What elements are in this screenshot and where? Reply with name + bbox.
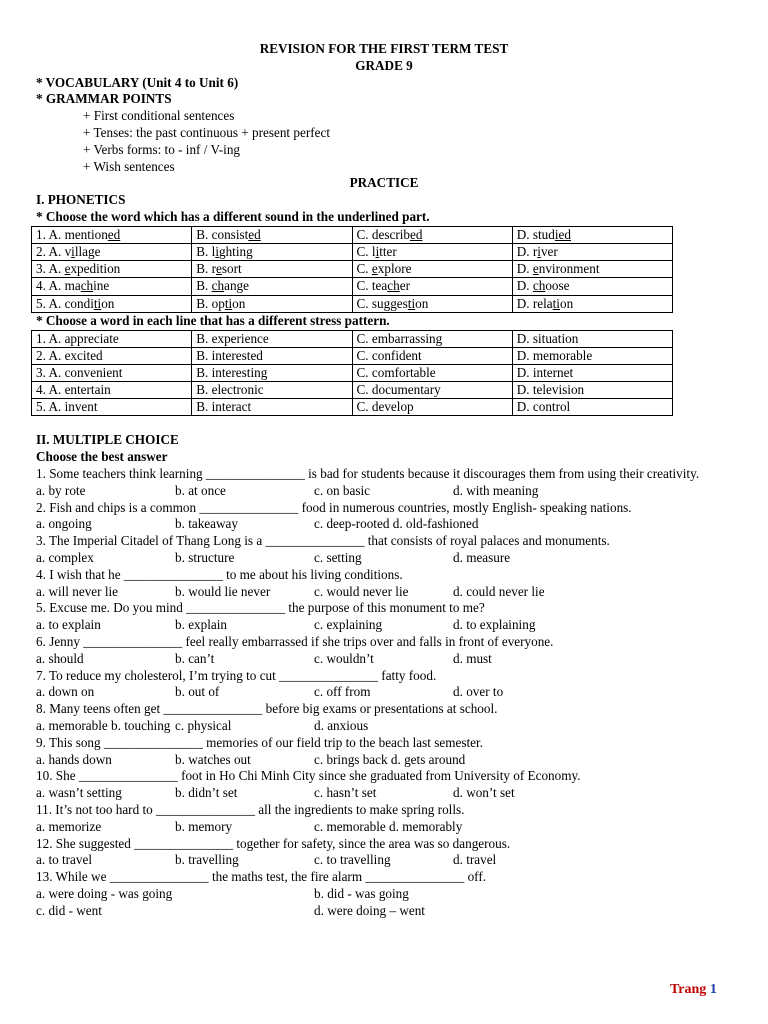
underlined-part: e (532, 261, 539, 277)
stress-option: B. interested (192, 347, 352, 364)
answer-option: b. can’t (175, 650, 215, 666)
sound-row (32, 295, 673, 312)
stress-option: D. internet (512, 364, 672, 381)
option-text: on (232, 295, 246, 311)
sound-option (352, 243, 512, 260)
option-text: C. tea (356, 278, 388, 294)
doc-title: REVISION FOR THE FIRST TERM TEST (259, 41, 509, 56)
option-text: on (559, 295, 574, 311)
option-text: 2. A. v (36, 244, 72, 260)
answer-option: d. anxious (314, 717, 369, 733)
option-text: 4. A. ma (36, 278, 81, 294)
answer-option: d. travel (453, 852, 497, 868)
answer-options (0, 819, 768, 836)
answer-option: a. were doing - was going (36, 885, 173, 901)
option-text: ange (224, 278, 249, 294)
option-text: sort (221, 261, 242, 277)
question-text: 6. Jenny _______________ feel really embarrassed if she trips over and falls in front of everyone. (36, 634, 554, 649)
sound-option (512, 261, 672, 278)
grammar-item: + First conditional sentences (83, 108, 235, 124)
stress-option: D. control (512, 399, 672, 416)
answer-option: a. memorize (36, 818, 102, 834)
answer-options (0, 584, 768, 601)
underlined-part: ti (93, 295, 102, 311)
answer-option: a. down on (36, 684, 95, 700)
answer-option: d. measure (453, 550, 511, 566)
answer-option: d. were doing – went (314, 902, 425, 918)
stress-row (32, 399, 673, 416)
answer-option: c. wouldn’t (314, 650, 374, 666)
stress-row (32, 347, 673, 364)
underlined-part: i (537, 244, 541, 260)
option-text: B. consist (196, 226, 249, 242)
answer-option: d. won’t set (453, 785, 515, 801)
doc-grade: GRADE 9 (355, 57, 413, 73)
answer-option: c. on basic (314, 482, 371, 498)
option-text: B. l (196, 244, 216, 260)
answer-option: c. memorable d. memorably (314, 818, 463, 834)
sound-option (352, 226, 512, 243)
underlined-part: ed (107, 226, 121, 242)
question-text: 1. Some teachers think learning _______________ is bad for students because it discourages them from using their creativity. (36, 466, 700, 482)
question-text: 13. While we _______________ the maths test, the fire alarm _______________ off. (36, 869, 487, 885)
question-text: 2. Fish and chips is a common _______________ food in numerous countries, mostly English- speaking nations. (36, 499, 632, 515)
question-text: 3. The Imperial Citadel of Thang Long is a _______________ that consists of royal palaces and monuments. (36, 533, 610, 549)
answer-option: c. off from (314, 684, 371, 700)
answer-options (0, 785, 768, 802)
option-text: D. (516, 261, 533, 277)
stress-option: 4. A. entertain (32, 382, 192, 399)
answer-options (0, 651, 768, 668)
option-text: on (415, 295, 429, 311)
underlined-part: ch (532, 278, 546, 294)
underlined-part: e (216, 261, 222, 277)
option-text: oose (545, 278, 570, 294)
stress-option: B. interesting (192, 364, 352, 381)
answer-option: c. to travelling (314, 852, 391, 868)
sound-option (512, 278, 672, 295)
answer-option: b. didn’t set (175, 785, 238, 801)
underlined-part: ch (80, 278, 94, 294)
answer-options (0, 718, 768, 735)
stress-option: D. memorable (512, 347, 672, 364)
answer-option: a. hands down (36, 751, 112, 767)
answer-option: b. memory (175, 818, 233, 834)
grammar-list (0, 108, 768, 175)
option-text: 1. A. mention (36, 226, 108, 242)
answer-option: b. did - was going (314, 885, 409, 901)
question-text: 12. She suggested _______________ together for safety, since the area was so dangerous. (36, 835, 511, 851)
sound-row (32, 261, 673, 278)
stress-option: D. situation (512, 330, 672, 347)
sound-option (512, 226, 672, 243)
stress-option: 2. A. excited (32, 347, 192, 364)
sound-option (32, 295, 192, 312)
answer-option: a. to explain (36, 617, 101, 633)
answer-option: d. with meaning (453, 482, 539, 498)
mc-heading: II. MULTIPLE CHOICE (36, 432, 179, 448)
stress-option: C. embarrassing (352, 330, 512, 347)
answer-option: a. complex (36, 550, 94, 566)
underlined-part: ed (409, 226, 423, 242)
underlined-part: ied (554, 226, 571, 242)
answer-options (0, 516, 768, 533)
answer-option: b. travelling (175, 852, 239, 868)
underlined-part: ch (387, 278, 400, 294)
answer-options (0, 684, 768, 701)
sound-row (32, 243, 673, 260)
sound-option (32, 226, 192, 243)
question-text: 7. To reduce my cholesterol, I’m trying to cut _______________ fatty food. (36, 667, 437, 683)
grammar-item: + Wish sentences (83, 158, 175, 174)
answer-option: d. must (453, 650, 492, 666)
option-text: B. r (196, 261, 217, 277)
question-text: 4. I wish that he _______________ to me about his living conditions. (36, 566, 403, 582)
practice-heading: PRACTICE (349, 175, 419, 191)
sound-option (192, 261, 352, 278)
answer-options (0, 617, 768, 634)
answer-option: c. deep-rooted d. old-fashioned (314, 516, 479, 532)
option-text: C. sugges (356, 295, 408, 311)
question-text: 9. This song _______________ memories of our field trip to the beach last semester. (36, 734, 483, 750)
underlined-part: e (371, 261, 378, 277)
option-text: ghting (218, 244, 253, 260)
sound-option (512, 295, 672, 312)
underlined-part: i (375, 244, 380, 260)
option-text: xplore (377, 261, 412, 277)
stress-option: 1. A. appreciate (32, 330, 192, 347)
question-text: 5. Excuse me. Do you mind _______________ the purpose of this monument to me? (36, 600, 485, 616)
footer-page-number: 1 (709, 982, 717, 997)
answer-option: a. to travel (36, 852, 93, 868)
stress-row (32, 364, 673, 381)
stress-option: D. television (512, 382, 672, 399)
stress-option: C. comfortable (352, 364, 512, 381)
page-footer (670, 982, 717, 999)
answer-option: c. brings back d. gets around (314, 751, 466, 767)
option-text: D. rela (516, 295, 553, 311)
question-list (0, 466, 768, 920)
sound-option (32, 243, 192, 260)
stress-row (32, 330, 673, 347)
stress-option: B. electronic (192, 382, 352, 399)
answer-option: b. explain (175, 617, 228, 633)
option-text: er (399, 278, 410, 294)
stress-option: 3. A. convenient (32, 364, 192, 381)
answer-option: c. did - went (36, 902, 102, 918)
stress-option: C. develop (352, 399, 512, 416)
underlined-part: i (71, 244, 75, 260)
answer-options (0, 852, 768, 869)
answer-option: a. ongoing (36, 516, 92, 532)
option-text: 5. A. condi (36, 295, 94, 311)
question-text: 11. It’s not too hard to _______________ all the ingredients to make spring rolls. (36, 801, 465, 817)
answer-option: a. should (36, 650, 84, 666)
answer-option: c. physical (175, 717, 232, 733)
mc-instruction: Choose the best answer (36, 449, 168, 465)
underlined-part: ed (248, 226, 261, 242)
sound-instruction: * Choose the word which has a different sound in the underlined part. (36, 208, 430, 224)
option-text: tter (379, 244, 397, 260)
option-text: D. stud (516, 226, 555, 242)
answer-options (0, 550, 768, 567)
option-text: ine (93, 278, 110, 294)
stress-table (31, 330, 673, 417)
option-text: llage (74, 244, 101, 260)
answer-option: d. could never lie (453, 583, 545, 599)
answer-options (0, 886, 768, 903)
answer-option: c. setting (314, 550, 362, 566)
option-text: B. (196, 278, 212, 294)
sound-option (352, 278, 512, 295)
answer-option: a. by rote (36, 482, 86, 498)
underlined-part: ch (211, 278, 225, 294)
answer-option: b. at once (175, 482, 226, 498)
option-text: D. (516, 278, 533, 294)
stress-option: B. experience (192, 330, 352, 347)
option-text: B. op (196, 295, 225, 311)
grammar-heading: * GRAMMAR POINTS (36, 91, 172, 107)
sound-option (192, 243, 352, 260)
stress-instruction: * Choose a word in each line that has a different stress pattern. (36, 312, 390, 328)
option-text: C. describ (356, 226, 410, 242)
answer-option: a. will never lie (36, 583, 119, 599)
underlined-part: ti (224, 295, 233, 311)
sound-table (31, 226, 673, 313)
grammar-item: + Tenses: the past continuous + present perfect (83, 124, 330, 140)
answer-option: c. would never lie (314, 583, 409, 599)
option-text: C. (356, 261, 372, 277)
stress-option: C. documentary (352, 382, 512, 399)
sound-option (32, 278, 192, 295)
stress-row (32, 382, 673, 399)
answer-option: d. over to (453, 684, 504, 700)
footer-label: Trang (670, 982, 707, 997)
option-text: 3. A. (36, 261, 65, 277)
option-text: xpedition (70, 261, 121, 277)
sound-row (32, 226, 673, 243)
question-text: 10. She _______________ foot in Ho Chi Minh City since she graduated from University of Economy. (36, 768, 581, 784)
sound-option (352, 295, 512, 312)
answer-options (0, 903, 768, 920)
sound-option (352, 261, 512, 278)
stress-option: 5. A. invent (32, 399, 192, 416)
underlined-part: e (64, 261, 71, 277)
option-text: on (101, 295, 115, 311)
underlined-part: i (215, 244, 219, 260)
question-text: 8. Many teens often get _______________ before big exams or presentations at school. (36, 701, 498, 717)
underlined-part: ti (407, 295, 416, 311)
answer-option: b. takeaway (175, 516, 238, 532)
stress-option: C. confident (352, 347, 512, 364)
sound-option (192, 278, 352, 295)
answer-options (0, 752, 768, 769)
answer-option: c. explaining (314, 617, 383, 633)
answer-option: a. memorable b. touching (36, 717, 171, 733)
sound-option (512, 243, 672, 260)
answer-option: b. structure (175, 550, 235, 566)
answer-option: c. hasn’t set (314, 785, 377, 801)
phonetics-heading: I. PHONETICS (36, 192, 126, 208)
answer-option: b. out of (175, 684, 220, 700)
answer-options (0, 483, 768, 500)
stress-option: B. interact (192, 399, 352, 416)
option-text: ver (540, 244, 558, 260)
sound-option (32, 261, 192, 278)
sound-row (32, 278, 673, 295)
answer-option: b. watches out (175, 751, 251, 767)
vocab-heading: * VOCABULARY (Unit 4 to Unit 6) (36, 74, 239, 90)
answer-option: a. wasn’t setting (36, 785, 122, 801)
sound-option (192, 226, 352, 243)
sound-option (192, 295, 352, 312)
answer-option: d. to explaining (453, 617, 536, 633)
option-text: D. r (516, 244, 538, 260)
option-text: C. l (356, 244, 376, 260)
grammar-item: + Verbs forms: to - inf / V-ing (83, 141, 241, 157)
underlined-part: ti (552, 295, 560, 311)
answer-option: b. would lie never (175, 583, 271, 599)
option-text: nvironment (538, 261, 600, 277)
